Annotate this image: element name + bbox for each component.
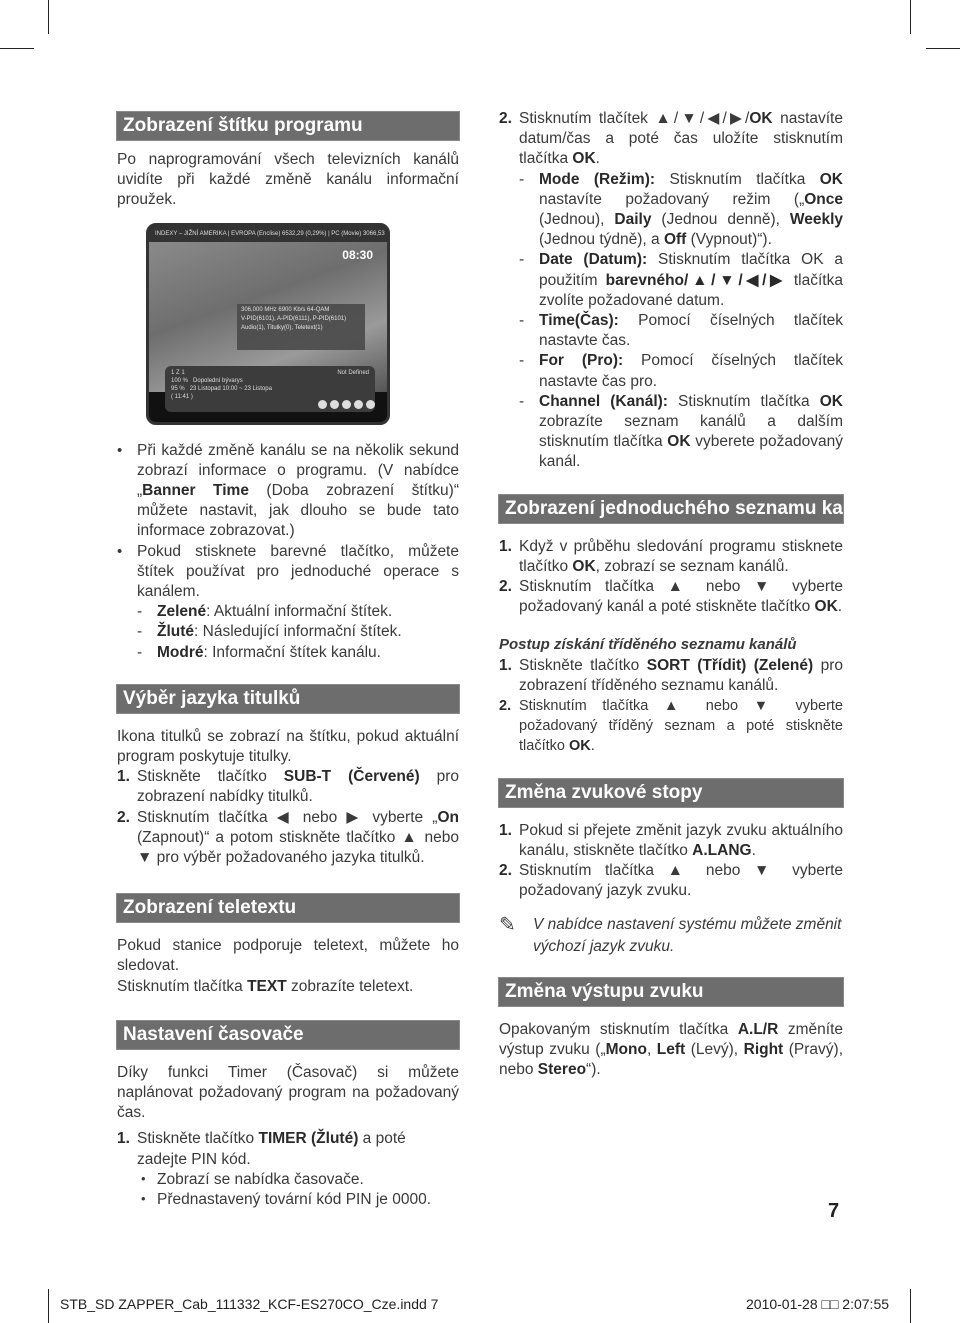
pencil-note-icon: ✎ (499, 913, 516, 936)
numbered-step: 1. Stiskněte tlačítko SORT (Třídit) (Zelené) pro zobrazení tříděného seznamu kanálů. (499, 656, 843, 694)
timer-intro: Díky funkci Timer (Časovač) si můžete naplánovat požadovaný program na požadovaný čas. (117, 1063, 459, 1122)
right-column (499, 109, 882, 1080)
numbered-step: 2. Stisknutím tlačítka ▲ nebo ▼ vyberte požadovaný tříděný seznam a poté stiskněte tlačítko OK. (499, 698, 843, 755)
crop-mark (926, 48, 960, 49)
crop-mark (48, 0, 49, 34)
subtitles-intro: Ikona titulků se zobrazí na štítku, pokud aktuální program poskytuje titulky. (117, 727, 459, 766)
screen-topbar: INDEXY – JIŽNÍ AMERIKA | EVROPA (Enclise) 6532,29 (0,29%) | PC (Movie) 3066,53 (149, 226, 390, 242)
screen-banner: 1 Z 1 Not Defined 100 % Dopolední bývarys 95 % 23 Listopad 10:00 ~ 23 Listopa ( 11:41 ) (165, 366, 375, 412)
sub-bullet: • Zobrazí se nabídka časovače. (141, 1170, 364, 1188)
screen-color-buttons (315, 396, 375, 414)
numbered-step: 1. Pokud si přejete změnit jazyk zvuku aktuálního kanálu, stiskněte tlačítko A.LANG. (499, 821, 843, 859)
section-title-audio-track: Změna zvukové stopy (499, 779, 843, 807)
numbered-step: 1. Stiskněte tlačítko TIMER (Žluté) a poté zadejte PIN kód. (117, 1130, 406, 1168)
section-title-channel-list: Zobrazení jednoduchého seznamu kanálů (499, 495, 843, 523)
numbered-step: 1. Stiskněte tlačítko SUB-T (Červené) pro zobrazení nabídky titulků. (117, 768, 459, 806)
crop-mark (910, 0, 911, 34)
section-title-program-banner: Zobrazení štítku programu (117, 112, 459, 140)
sub-bullet: • Přednastavený tovární kód PIN je 0000. (141, 1191, 431, 1209)
audio-output-text: Opakovaným stisknutím tlačítka A.L/R změníte výstup zvuku („Mono, Left (Levý), Right (Pravý), nebo Stereo“). (499, 1020, 843, 1078)
timer-option-mode: - Mode (Režim): Stisknutím tlačítka OK nastavíte požadovaný režim („Once (Jednou), Daily (Jednou denně), Weekly (Jednou týdně), a Off (Vypnout)“). (519, 170, 843, 249)
crop-mark (48, 1289, 49, 1323)
timer-option-channel: - Channel (Kanál): Stisknutím tlačítka OK zobrazíte seznam kanálů a dalším stisknutím tlačítka OK vyberete požadovaný kanál. (519, 392, 844, 471)
timer-option-time: - Time(Čas): Pomocí číselných tlačítek nastavte čas. (519, 312, 843, 350)
section-title-timer: Nastavení časovače (117, 1021, 459, 1049)
bullet-item: • Při každé změně kanálu se na několik sekund zobrazí informace o programu. (V nabídce „Banner Time (Doba zobrazení štítku)“ můžete nastavit, jak dlouho se bude tato informace zobrazovat.) (117, 441, 459, 540)
left-column (117, 112, 459, 1210)
teletext-text: Pokud stanice podporuje teletext, můžete ho sledovat. (117, 937, 459, 975)
section-title-audio-output: Změna výstupu zvuku (499, 978, 843, 1006)
crop-mark (0, 48, 34, 49)
timer-option-for: - For (Pro): Pomocí číselných tlačítek nastavte čas pro. (519, 352, 843, 390)
footer-filename: STB_SD ZAPPER_Cab_111332_KCF-ES270CO_Cze.indd 7 (60, 1296, 439, 1312)
bullet-item: • Pokud stisknete barevné tlačítko, můžete štítek používat pro jednoduché operace s kanálem. (117, 542, 459, 601)
timer-option-date: - Date (Datum): Stisknutím tlačítka OK a použitím barevného/▲/▼/◀/▶ tlačítka zvolíte požadované datum. (519, 251, 843, 309)
section-title-subtitles: Výběr jazyka titulků (117, 685, 459, 713)
tv-screenshot (146, 223, 390, 425)
screen-clock: 08:30 (342, 247, 373, 262)
page-number: 7 (828, 1200, 840, 1222)
footer-date: 2010-01-28 □□ 2:07:55 (746, 1296, 890, 1312)
crop-mark (910, 1289, 911, 1323)
dash-item: - Zelené: Aktuální informační štítek. (137, 603, 393, 621)
numbered-step: 2. Stisknutím tlačítek ▲/▼/◀/▶/OK nastavíte datum/čas a poté čas uložíte stisknutím tlačítka OK. (499, 110, 843, 168)
dash-item: - Modré: Informační štítek kanálu. (137, 643, 381, 661)
numbered-step: 2. Stisknutím tlačítka ◀ nebo ▶ vyberte „On (Zapnout)“ a potom stiskněte tlačítko ▲ nebo ▼ pro výběr požadovaného jazyka titulků. (117, 808, 459, 867)
numbered-step: 1. Když v průběhu sledování programu stisknete tlačítko OK, zobrazí se seznam kanálů. (499, 537, 843, 575)
note: ✎ V nabídce nastavení systému můžete změnit výchozí jazyk zvuku. (499, 913, 842, 955)
dash-item: - Žluté: Následující informační štítek. (137, 623, 402, 641)
numbered-step: 2. Stisknutím tlačítka ▲ nebo ▼ vyberte požadovaný kanál a poté stiskněte tlačítko OK. (499, 578, 843, 616)
sorted-list-subtitle: Postup získání tříděného seznamu kanálů (499, 636, 797, 654)
program-banner-intro: Po naprogramování všech televizních kanálů uvidíte při každé změně kanálu informační proužek. (117, 151, 459, 209)
screen-info-box: 306,000 MHz 6900 Kb/s 64-QAM V-PID(6101), A-PID(6111), P-PID(6101) Audio(1), Titulky(0), Teletext(1) (237, 304, 365, 350)
teletext-text: Stisknutím tlačítka TEXT zobrazíte teletext. (117, 977, 414, 995)
numbered-step: 2. Stisknutím tlačítka ▲ nebo ▼ vyberte požadovaný jazyk zvuku. (499, 862, 843, 900)
section-title-teletext: Zobrazení teletextu (117, 894, 459, 922)
